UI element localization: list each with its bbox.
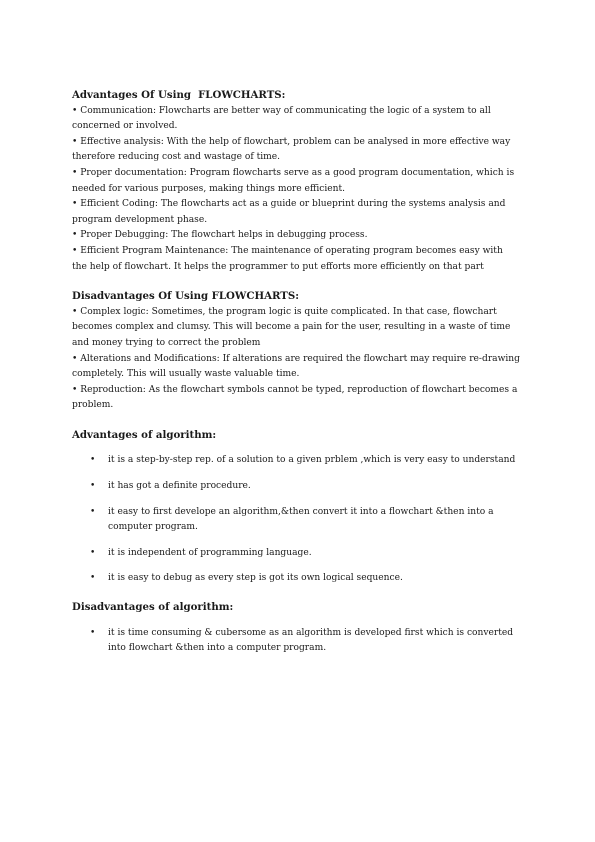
bullet-icon: •: [90, 506, 96, 517]
flowchart-advantage-program-maintenance: • Efficient Program Maintenance: The maintenance of operating program becomes easy with the help of flowchart. It helps the programmer to put efforts more efficiently on that part: [72, 245, 503, 272]
list-item: [72, 453, 520, 469]
section-spacer: [72, 275, 520, 289]
bullet-icon: •: [90, 481, 96, 492]
flowchart-disadvantage-reproduction: • Reproduction: As the flowchart symbols cannot be typed, reproduction of flowchart becomes a problem.: [72, 384, 518, 411]
flowchart-advantage-effective-analysis: • Effective analysis: With the help of flowchart, problem can be analysed in more effective way therefore reducing cost and wastage of time.: [72, 136, 511, 163]
section-spacer: [72, 414, 520, 428]
list-item: [72, 571, 520, 587]
algorithm-advantages-heading: Advantages of algorithm:: [72, 428, 217, 441]
bullet-icon: •: [90, 547, 96, 558]
list-item-text: it is independent of programming language.: [108, 547, 312, 558]
list-item-text: it is easy to debug as every step is got its own logical sequence.: [108, 573, 403, 584]
document-content: [72, 88, 520, 657]
list-item-text: it has got a definite procedure.: [108, 481, 251, 492]
algorithm-advantages-list: [72, 453, 520, 587]
flowchart-disadvantages-heading: Disadvantages Of Using FLOWCHARTS:: [72, 290, 299, 303]
list-item: [72, 479, 520, 495]
section-spacer: [72, 587, 520, 600]
list-item-text: it easy to first develope an algorithm,&then convert it into a flowchart &then into a computer program.: [108, 506, 494, 533]
flowchart-advantage-proper-documentation: • Proper documentation: Program flowcharts serve as a good program documentation, which is needed for various purposes, making things more efficient.: [72, 167, 515, 194]
flowchart-disadvantage-alterations: • Alterations and Modifications: If alterations are required the flowchart may require re-drawing completely. This will usually waste valuable time.: [72, 353, 520, 380]
algorithm-disadvantages-list: [72, 626, 520, 657]
list-item: [72, 626, 520, 657]
list-item-text: it is time consuming & cubersome as an algorithm is developed first which is converted into flowchart &then into a computer program.: [108, 627, 514, 654]
list-item: [72, 546, 520, 562]
bullet-icon: •: [90, 455, 96, 466]
bullet-icon: •: [90, 573, 96, 584]
bullet-icon: •: [90, 627, 96, 638]
flowchart-disadvantage-complex-logic: • Complex logic: Sometimes, the program logic is quite complicated. In that case, flowchart becomes complex and clumsy. This will become a pain for the user, resulting in a waste of time and money trying to correct the problem: [72, 306, 511, 348]
flowchart-advantage-communication: • Communication: Flowcharts are better way of communicating the logic of a system to all concerned or involved.: [72, 105, 491, 132]
algorithm-disadvantages-heading: Disadvantages of algorithm:: [72, 601, 234, 614]
list-item: [72, 505, 520, 536]
flowchart-advantage-efficient-coding: • Efficient Coding: The flowcharts act as a guide or blueprint during the systems analysis and program development phase.: [72, 199, 506, 225]
list-item-text: it is a step-by-step rep. of a solution to a given prblem ,which is very easy to understand: [108, 455, 516, 466]
flowchart-advantage-proper-debugging: • Proper Debugging: The flowchart helps in debugging process.: [72, 230, 368, 241]
flowchart-advantages-heading: Advantages Of Using FLOWCHARTS:: [72, 89, 286, 101]
